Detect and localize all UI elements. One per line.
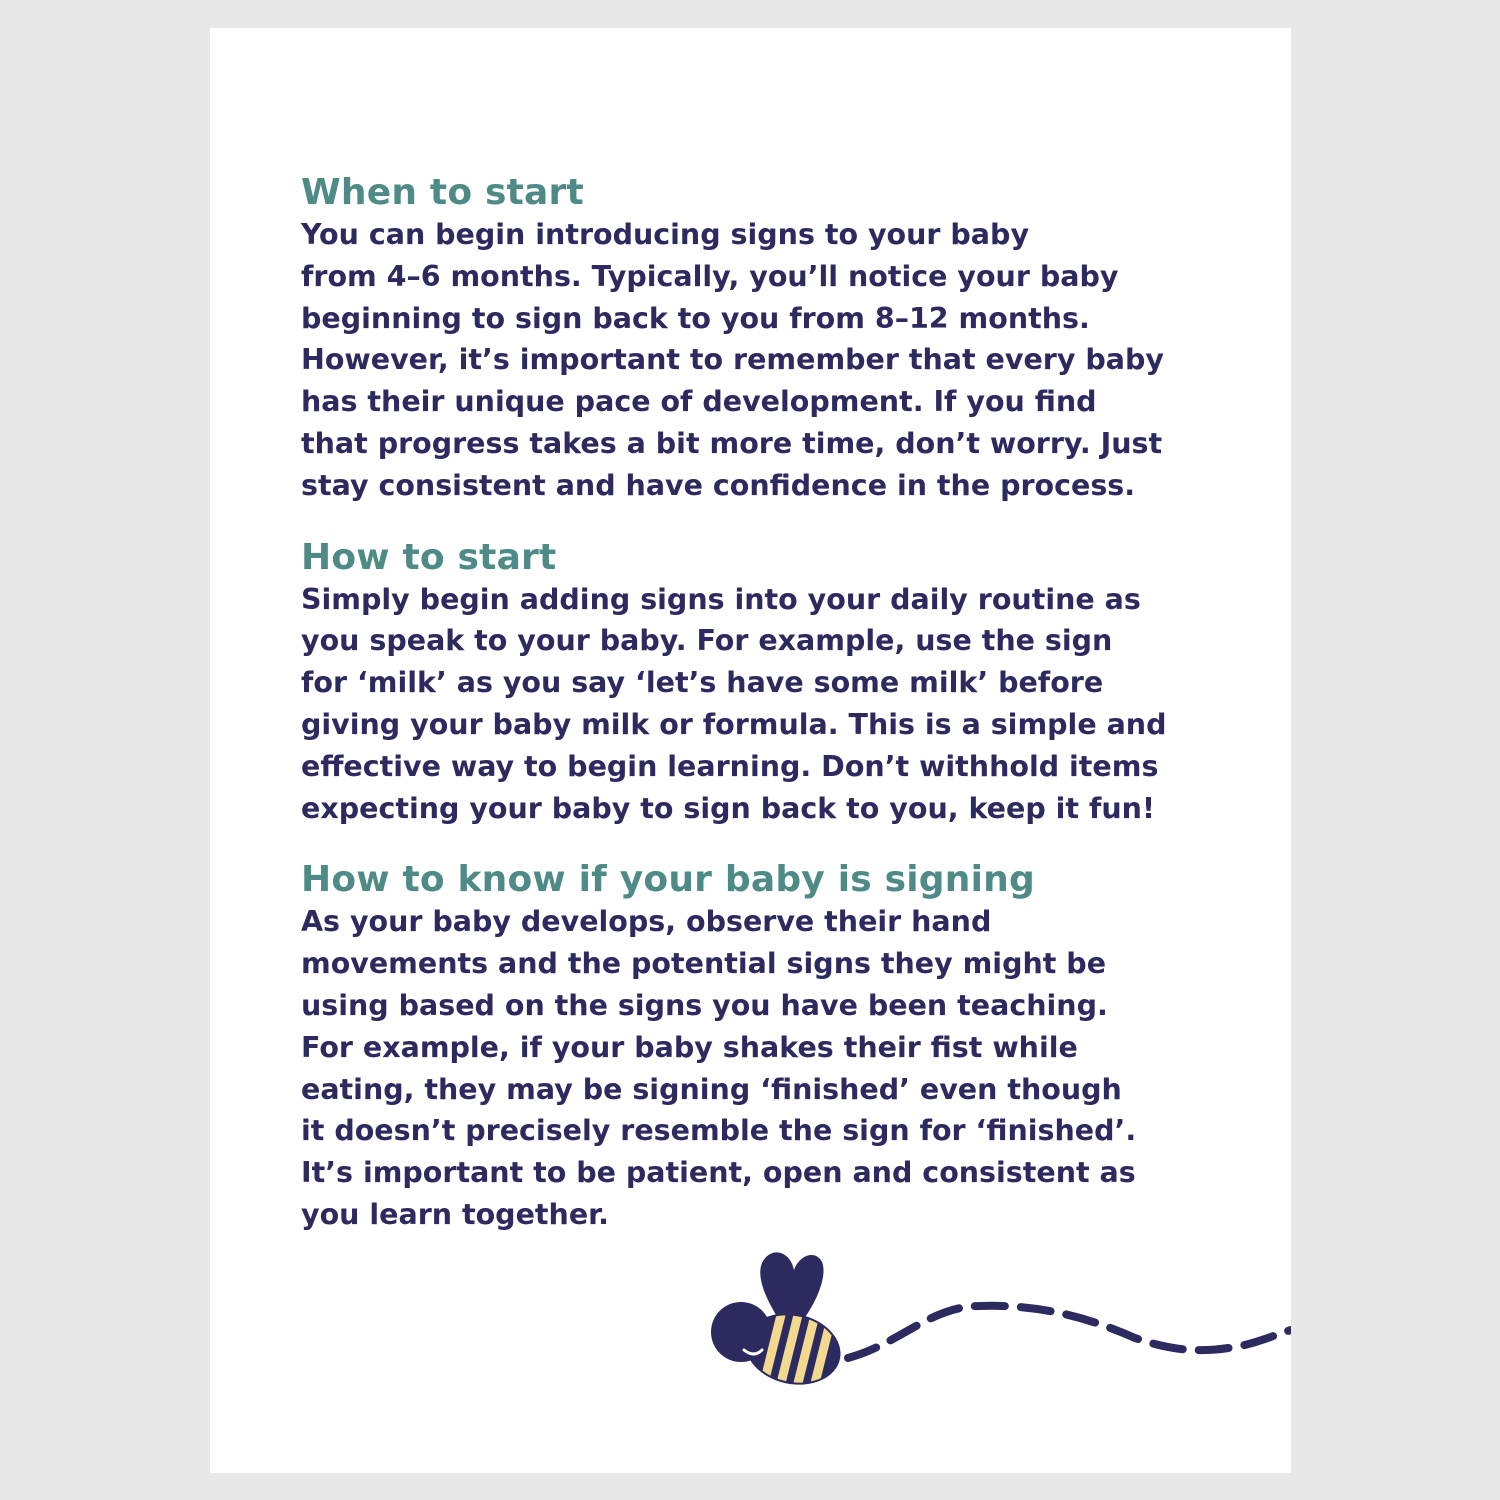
heading-how-to-start: How to start xyxy=(301,536,557,578)
page-sheet xyxy=(210,28,1291,1473)
text-line: eating, they may be signing ‘finished’ even though xyxy=(301,1072,1122,1106)
text-line: Simply begin adding signs into your daily routine as xyxy=(301,582,1141,616)
text-line: you learn together. xyxy=(301,1197,609,1231)
bee-body xyxy=(739,1305,847,1393)
text-line: movements and the potential signs they might be xyxy=(301,947,1107,981)
dashed-flight-path xyxy=(848,1306,1291,1358)
paragraph-how-to-start xyxy=(301,579,1241,830)
section-how-to-start xyxy=(301,537,1241,830)
section-when-to-start xyxy=(301,172,1241,507)
section-how-to-know xyxy=(301,859,1241,1235)
text-line: has their unique pace of development. If you find xyxy=(301,385,1097,419)
text-line: It’s important to be patient, open and consistent as xyxy=(301,1156,1136,1190)
text-line: As your baby develops, observe their hand xyxy=(301,905,992,939)
heading-when-to-start: When to start xyxy=(301,172,584,213)
text-line: beginning to sign back to you from 8–12 months. xyxy=(301,301,1090,335)
text-line: stay consistent and have confidence in the process. xyxy=(301,468,1136,502)
text-line: from 4–6 months. Typically, you’ll notice your baby xyxy=(301,259,1119,293)
text-line: for ‘milk’ as you say ‘let’s have some milk’ before xyxy=(301,666,1104,700)
bee-icon xyxy=(711,1252,847,1397)
text-line: it doesn’t precisely resemble the sign for ‘finished’. xyxy=(301,1114,1137,1148)
text-line: effective way to begin learning. Don’t withhold items xyxy=(301,749,1159,783)
text-line: you speak to your baby. For example, use the sign xyxy=(301,624,1113,658)
text-line: For example, if your baby shakes their fist while xyxy=(301,1030,1078,1064)
text-line: using based on the signs you have been teaching. xyxy=(301,988,1108,1022)
paragraph-when-to-start xyxy=(301,214,1241,507)
bee-head xyxy=(711,1302,771,1362)
article-content xyxy=(301,172,1241,1266)
heading-how-to-know: How to know if your baby is signing xyxy=(301,859,1035,901)
text-line: giving your baby milk or formula. This is a simple and xyxy=(301,707,1167,741)
text-line: that progress takes a bit more time, don’t worry. Just xyxy=(301,426,1163,460)
text-line: You can begin introducing signs to your baby xyxy=(301,218,1030,251)
bee-stripes xyxy=(756,1308,838,1398)
paragraph-how-to-know xyxy=(301,901,1241,1235)
text-line: However, it’s important to remember that every baby xyxy=(301,343,1164,377)
bee-smile xyxy=(744,1350,762,1354)
text-line: expecting your baby to sign back to you, keep it fun! xyxy=(301,791,1155,825)
